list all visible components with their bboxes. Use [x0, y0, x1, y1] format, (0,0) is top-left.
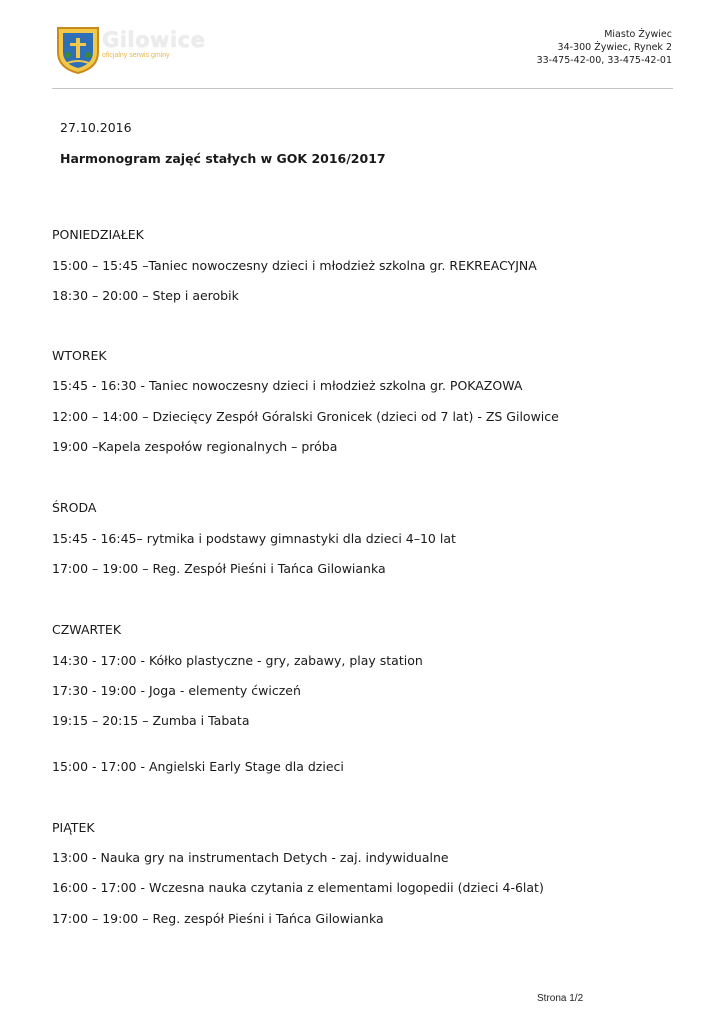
coat-of-arms-logo — [52, 24, 104, 74]
page-number: Strona 1/2 — [537, 993, 584, 1004]
day-heading-tuesday: WTOREK — [52, 348, 107, 363]
schedule-entry: 19:15 – 20:15 – Zumba i Tabata — [52, 713, 250, 728]
schedule-entry: 15:45 - 16:45– rytmika i podstawy gimnastyki dla dzieci 4–10 lat — [52, 531, 456, 546]
document-date: 27.10.2016 — [60, 120, 132, 135]
schedule-entry: 13:00 - Nauka gry na instrumentach Detych - zaj. indywidualne — [52, 850, 449, 865]
header-divider — [52, 88, 673, 89]
schedule-entry: 18:30 – 20:00 – Step i aerobik — [52, 288, 239, 303]
contact-city: Miasto Żywiec — [604, 29, 672, 40]
contact-phones: 33-475-42-00, 33-475-42-01 — [536, 55, 672, 66]
schedule-entry: 12:00 – 14:00 – Dziecięcy Zespół Góralski Gronicek (dzieci od 7 lat) - ZS Gilowice — [52, 409, 559, 424]
schedule-entry: 14:30 - 17:00 - Kółko plastyczne - gry, zabawy, play station — [52, 653, 423, 668]
schedule-entry: 15:00 – 15:45 –Taniec nowoczesny dzieci i młodzież szkolna gr. REKREACYJNA — [52, 258, 537, 273]
logo-title: Gilowice — [102, 28, 206, 52]
schedule-entry: 19:00 –Kapela zespołów regionalnych – próba — [52, 439, 338, 454]
day-heading-monday: PONIEDZIAŁEK — [52, 227, 144, 242]
day-heading-wednesday: ŚRODA — [52, 500, 97, 515]
schedule-entry: 16:00 - 17:00 - Wczesna nauka czytania z elementami logopedii (dzieci 4-6lat) — [52, 880, 544, 895]
site-logo[interactable] — [102, 28, 205, 59]
contact-block — [537, 28, 672, 67]
schedule-entry: 17:00 – 19:00 – Reg. zespół Pieśni i Tańca Gilowianka — [52, 911, 384, 926]
day-heading-friday: PIĄTEK — [52, 820, 95, 835]
day-heading-thursday: CZWARTEK — [52, 622, 122, 637]
schedule-entry: 15:00 - 17:00 - Angielski Early Stage dla dzieci — [52, 759, 344, 774]
schedule-entry: 15:45 - 16:30 - Taniec nowoczesny dzieci i młodzież szkolna gr. POKAZOWA — [52, 378, 523, 393]
schedule-entry: 17:00 – 19:00 – Reg. Zespół Pieśni i Tańca Gilowianka — [52, 561, 386, 576]
contact-address: 34-300 Żywiec, Rynek 2 — [557, 42, 672, 53]
logo-subtitle: oficjalny serwis gminy — [102, 52, 170, 59]
schedule-entry: 17:30 - 19:00 - Joga - elementy ćwiczeń — [52, 683, 301, 698]
document-title: Harmonogram zajęć stałych w GOK 2016/2017 — [60, 151, 386, 166]
